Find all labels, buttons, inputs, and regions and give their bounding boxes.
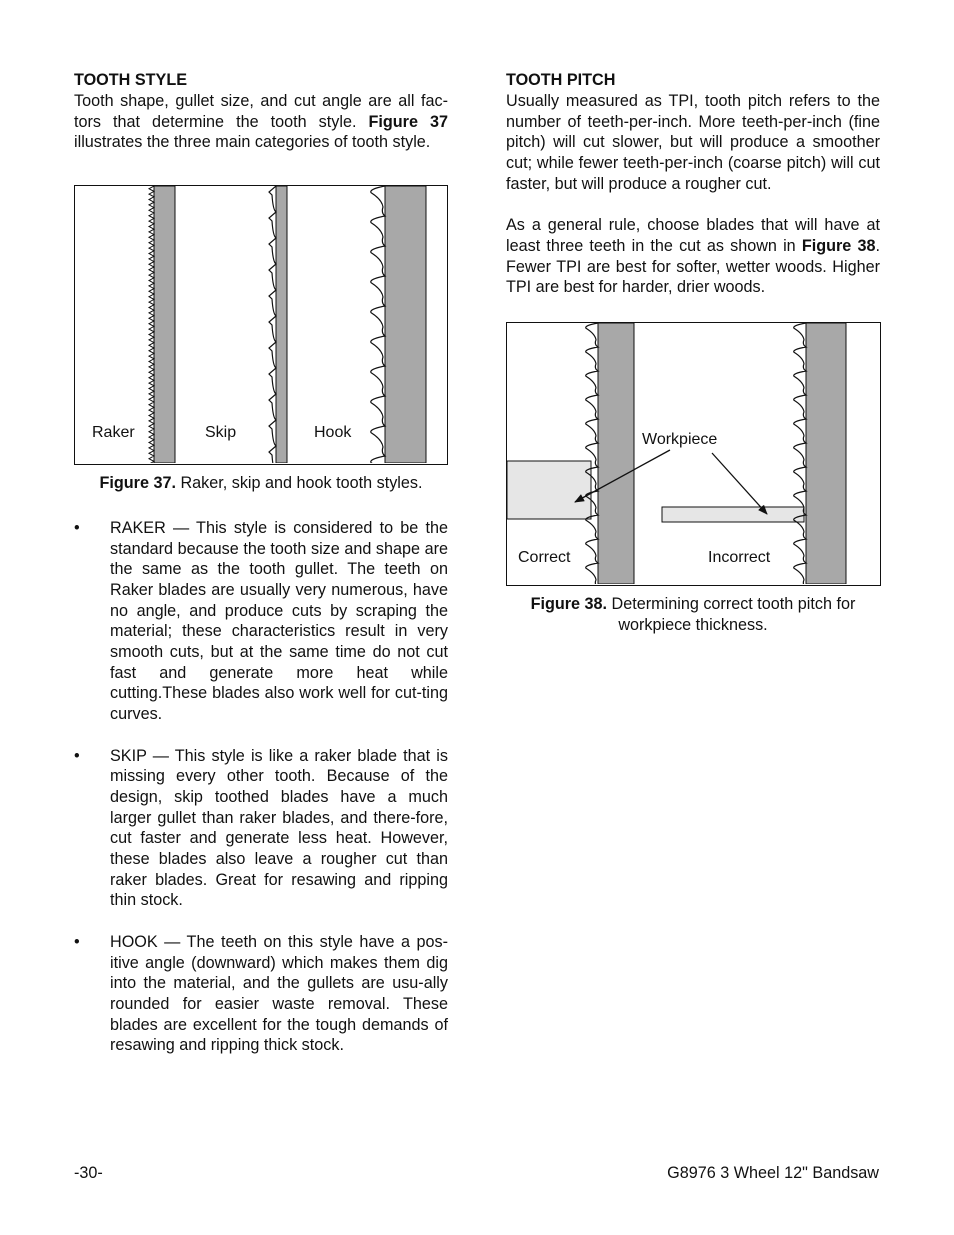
hook-description: HOOK — The teeth on this style have a pos-itive angle (downward) which makes them dig into the material, and the gullets are usu-ally rounded for easier waste removal. These blades are excellent for the tough demands of resawing and ripping thick stock.	[110, 932, 448, 1055]
figure-38-caption-number: Figure 38.	[530, 595, 608, 614]
text-run: illustrates the three main categories of tooth style.	[74, 133, 431, 152]
figure-38-caption	[506, 594, 880, 635]
figure-38-diagram	[506, 322, 881, 586]
skip-label: Skip	[205, 424, 237, 442]
workpiece-label: Workpiece	[642, 431, 718, 449]
raker-label: Raker	[92, 424, 135, 442]
tooth-pitch-heading: TOOTH PITCH	[506, 71, 616, 89]
right-column	[506, 70, 880, 635]
hook-teeth	[371, 186, 385, 463]
tooth-pitch-drawing	[507, 323, 879, 584]
incorrect-blade-teeth	[794, 323, 806, 584]
incorrect-label: Incorrect	[708, 549, 771, 567]
raker-description: RAKER — This style is considered to be the standard because the tooth size and shape are the same as the tooth gullet. The teeth on Raker blades are usually very numerous, have no angle, and produce cuts by scraping the material; these characteristics result in very smooth cuts, but at the same time do not cut fast and generate more heat while cutting.These blades also work well for cut-ting curves.	[110, 518, 448, 724]
figure-38-caption-text: Determining correct tooth pitch for workpiece thickness.	[607, 595, 856, 634]
tooth-style-list	[74, 518, 448, 1056]
list-item-hook	[74, 932, 448, 1056]
list-item-raker	[74, 518, 448, 725]
skip-description: SKIP — This style is like a raker blade that is missing every other tooth. Because of the design, skip toothed blades have a much larger gullet than raker blades, and there-fore, cut faster and generate less heat. However, these blades also leave a rougher cut than raker blades. Great for resawing and ripping thin stock.	[110, 746, 448, 910]
figure-reference: Figure 37	[368, 112, 448, 131]
tooth-style-blades-drawing	[75, 186, 446, 463]
skip-teeth	[269, 186, 276, 463]
hook-label: Hook	[314, 424, 352, 442]
text-run: . Fewer TPI are best for softer, wetter woods. Higher TPI are best for harder, drier woods.	[506, 236, 880, 297]
text-run: As a general rule, choose blades that will have at least three teeth in the cut as shown in	[506, 216, 880, 255]
figure-37-caption-text: Raker, skip and hook tooth styles.	[175, 474, 423, 493]
manual-title: G8976 3 Wheel 12" Bandsaw	[667, 1164, 879, 1182]
tooth-style-intro	[74, 91, 448, 153]
figure-37-caption	[74, 473, 448, 494]
correct-label: Correct	[518, 549, 571, 567]
tooth-pitch-paragraph-2	[506, 215, 880, 298]
raker-teeth	[149, 186, 154, 463]
bullet-dot: •	[74, 518, 80, 537]
left-column	[74, 70, 448, 1056]
tooth-pitch-paragraph-1: Usually measured as TPI, tooth pitch refers to the number of teeth-per-inch. More teeth-per-inch (fine pitch) will cut slower, but will produce a smoother cut; while fewer teeth-per-inch (coarse pitch) will cut faster, but will produce a rougher cut.	[506, 92, 880, 193]
list-item-skip	[74, 746, 448, 912]
figure-37-diagram	[74, 185, 448, 465]
arrow-to-incorrect-workpiece	[712, 453, 767, 514]
incorrect-workpiece	[662, 507, 804, 522]
page-number: -30-	[74, 1164, 103, 1182]
figure-37-caption-number: Figure 37.	[99, 474, 176, 493]
tooth-style-heading: TOOTH STYLE	[74, 71, 188, 89]
correct-blade-teeth	[586, 323, 598, 584]
text-run: Tooth shape, gullet size, and cut angle are all fac-tors that determine the tooth style.	[74, 92, 448, 131]
figure-reference: Figure 38	[801, 236, 876, 255]
correct-workpiece	[507, 461, 591, 519]
bullet-dot: •	[74, 746, 80, 765]
bullet-dot: •	[74, 932, 80, 951]
